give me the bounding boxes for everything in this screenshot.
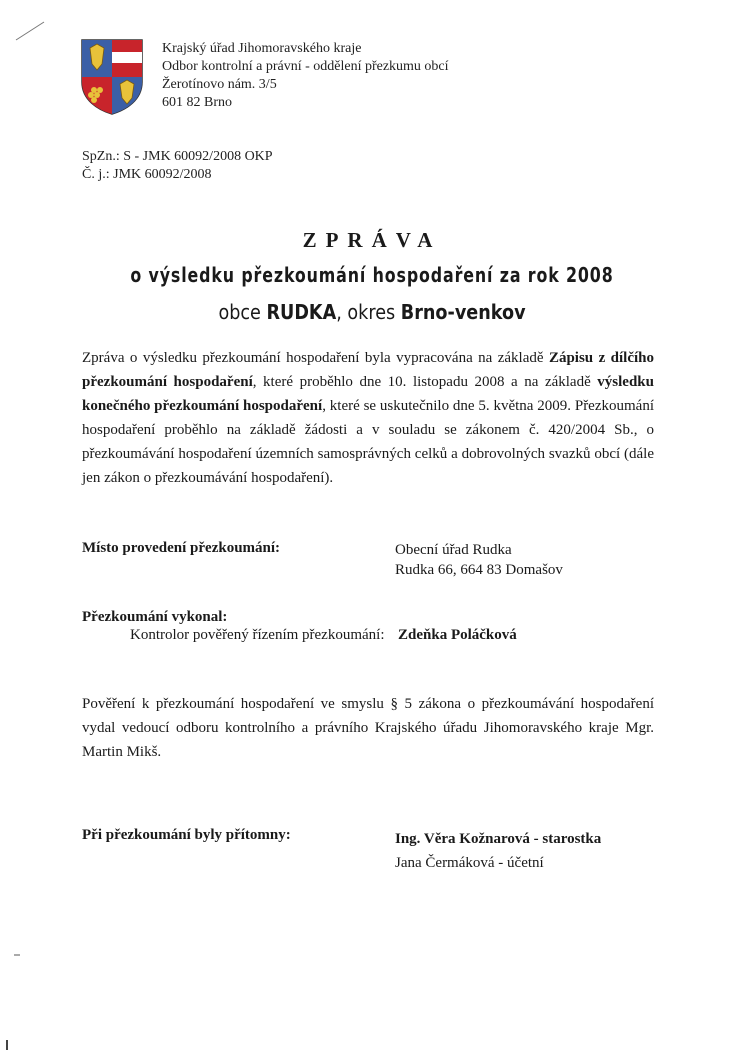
place-value <box>395 540 563 580</box>
controller-name: Zdeňka Poláčková <box>398 627 517 643</box>
reference-number: Č. j.: JMK 60092/2008 <box>82 167 212 182</box>
intro-text-1: Zpráva o výsledku přezkoumání hospodaření byla vypracována na základě <box>82 350 549 366</box>
controller-label: Kontrolor pověřený řízením přezkoumání: <box>130 627 385 643</box>
performed-by-label: Přezkoumání vykonal: <box>82 609 228 625</box>
present-label: Při přezkoumání byly přítomny: <box>82 827 291 843</box>
municipality-name: RUDKA <box>266 300 337 324</box>
intro-bold-1: Zápisu z dílčího přezkoumání hospodaření <box>82 350 654 390</box>
intro-paragraph <box>82 346 654 490</box>
district-name: Brno-venkov <box>400 300 526 324</box>
office-street: Žerotínovo nám. 3/5 <box>162 77 277 92</box>
issuing-office-address <box>162 40 449 112</box>
coat-of-arms-icon <box>80 38 144 116</box>
office-department: Odbor kontrolní a právní - oddělení přezkumu obcí <box>162 59 449 74</box>
reference-numbers <box>82 148 273 184</box>
present-person-2: Jana Čermáková - účetní <box>395 855 544 871</box>
district-prefix: , okres <box>336 300 401 324</box>
file-mark: SpZn.: S - JMK 60092/2008 OKP <box>82 149 273 164</box>
pen-stroke-mark <box>14 20 46 42</box>
intro-bold-2: výsledku konečného přezkoumání hospodaření <box>82 374 654 414</box>
municipality-line <box>45 300 700 324</box>
office-city: 601 82 Brno <box>162 95 232 110</box>
place-line-2: Rudka 66, 664 83 Domašov <box>395 562 563 578</box>
intro-text-2: , které proběhlo dne 10. listopadu 2008 a na základě <box>252 374 598 390</box>
intro-text-3: , které se uskutečnilo dne 5. května 2009. Přezkoumání hospodaření proběhlo na základě žádosti a v souladu se zákonem č. 420/2004 Sb., o přezkoumávání hospodaření územních samosprávných celků a dobrovolných svazků obcí (dále jen zákon o přezkoumávání hospodaření). <box>82 398 654 486</box>
scan-mark <box>14 954 20 956</box>
municipality-prefix: obce <box>218 300 267 324</box>
present-list <box>395 827 601 875</box>
authorization-paragraph: Pověření k přezkoumání hospodaření ve smyslu § 5 zákona o přezkoumávání hospodaření vydal vedoucí odboru kontrolního a právního Krajského úřadu Jihomoravského kraje Mgr. Martin Mikš. <box>82 696 654 760</box>
place-line-1: Obecní úřad Rudka <box>395 542 512 558</box>
document-subtitle: o výsledku přezkoumání hospodaření za rok 2008 <box>130 263 614 287</box>
place-label: Místo provedení přezkoumání: <box>82 540 281 556</box>
office-name: Krajský úřad Jihomoravského kraje <box>162 41 362 56</box>
present-person-1: Ing. Věra Kožnarová - starostka <box>395 831 602 847</box>
scan-edge-mark <box>6 1040 8 1050</box>
document-title: ZPRÁVA <box>302 228 442 252</box>
